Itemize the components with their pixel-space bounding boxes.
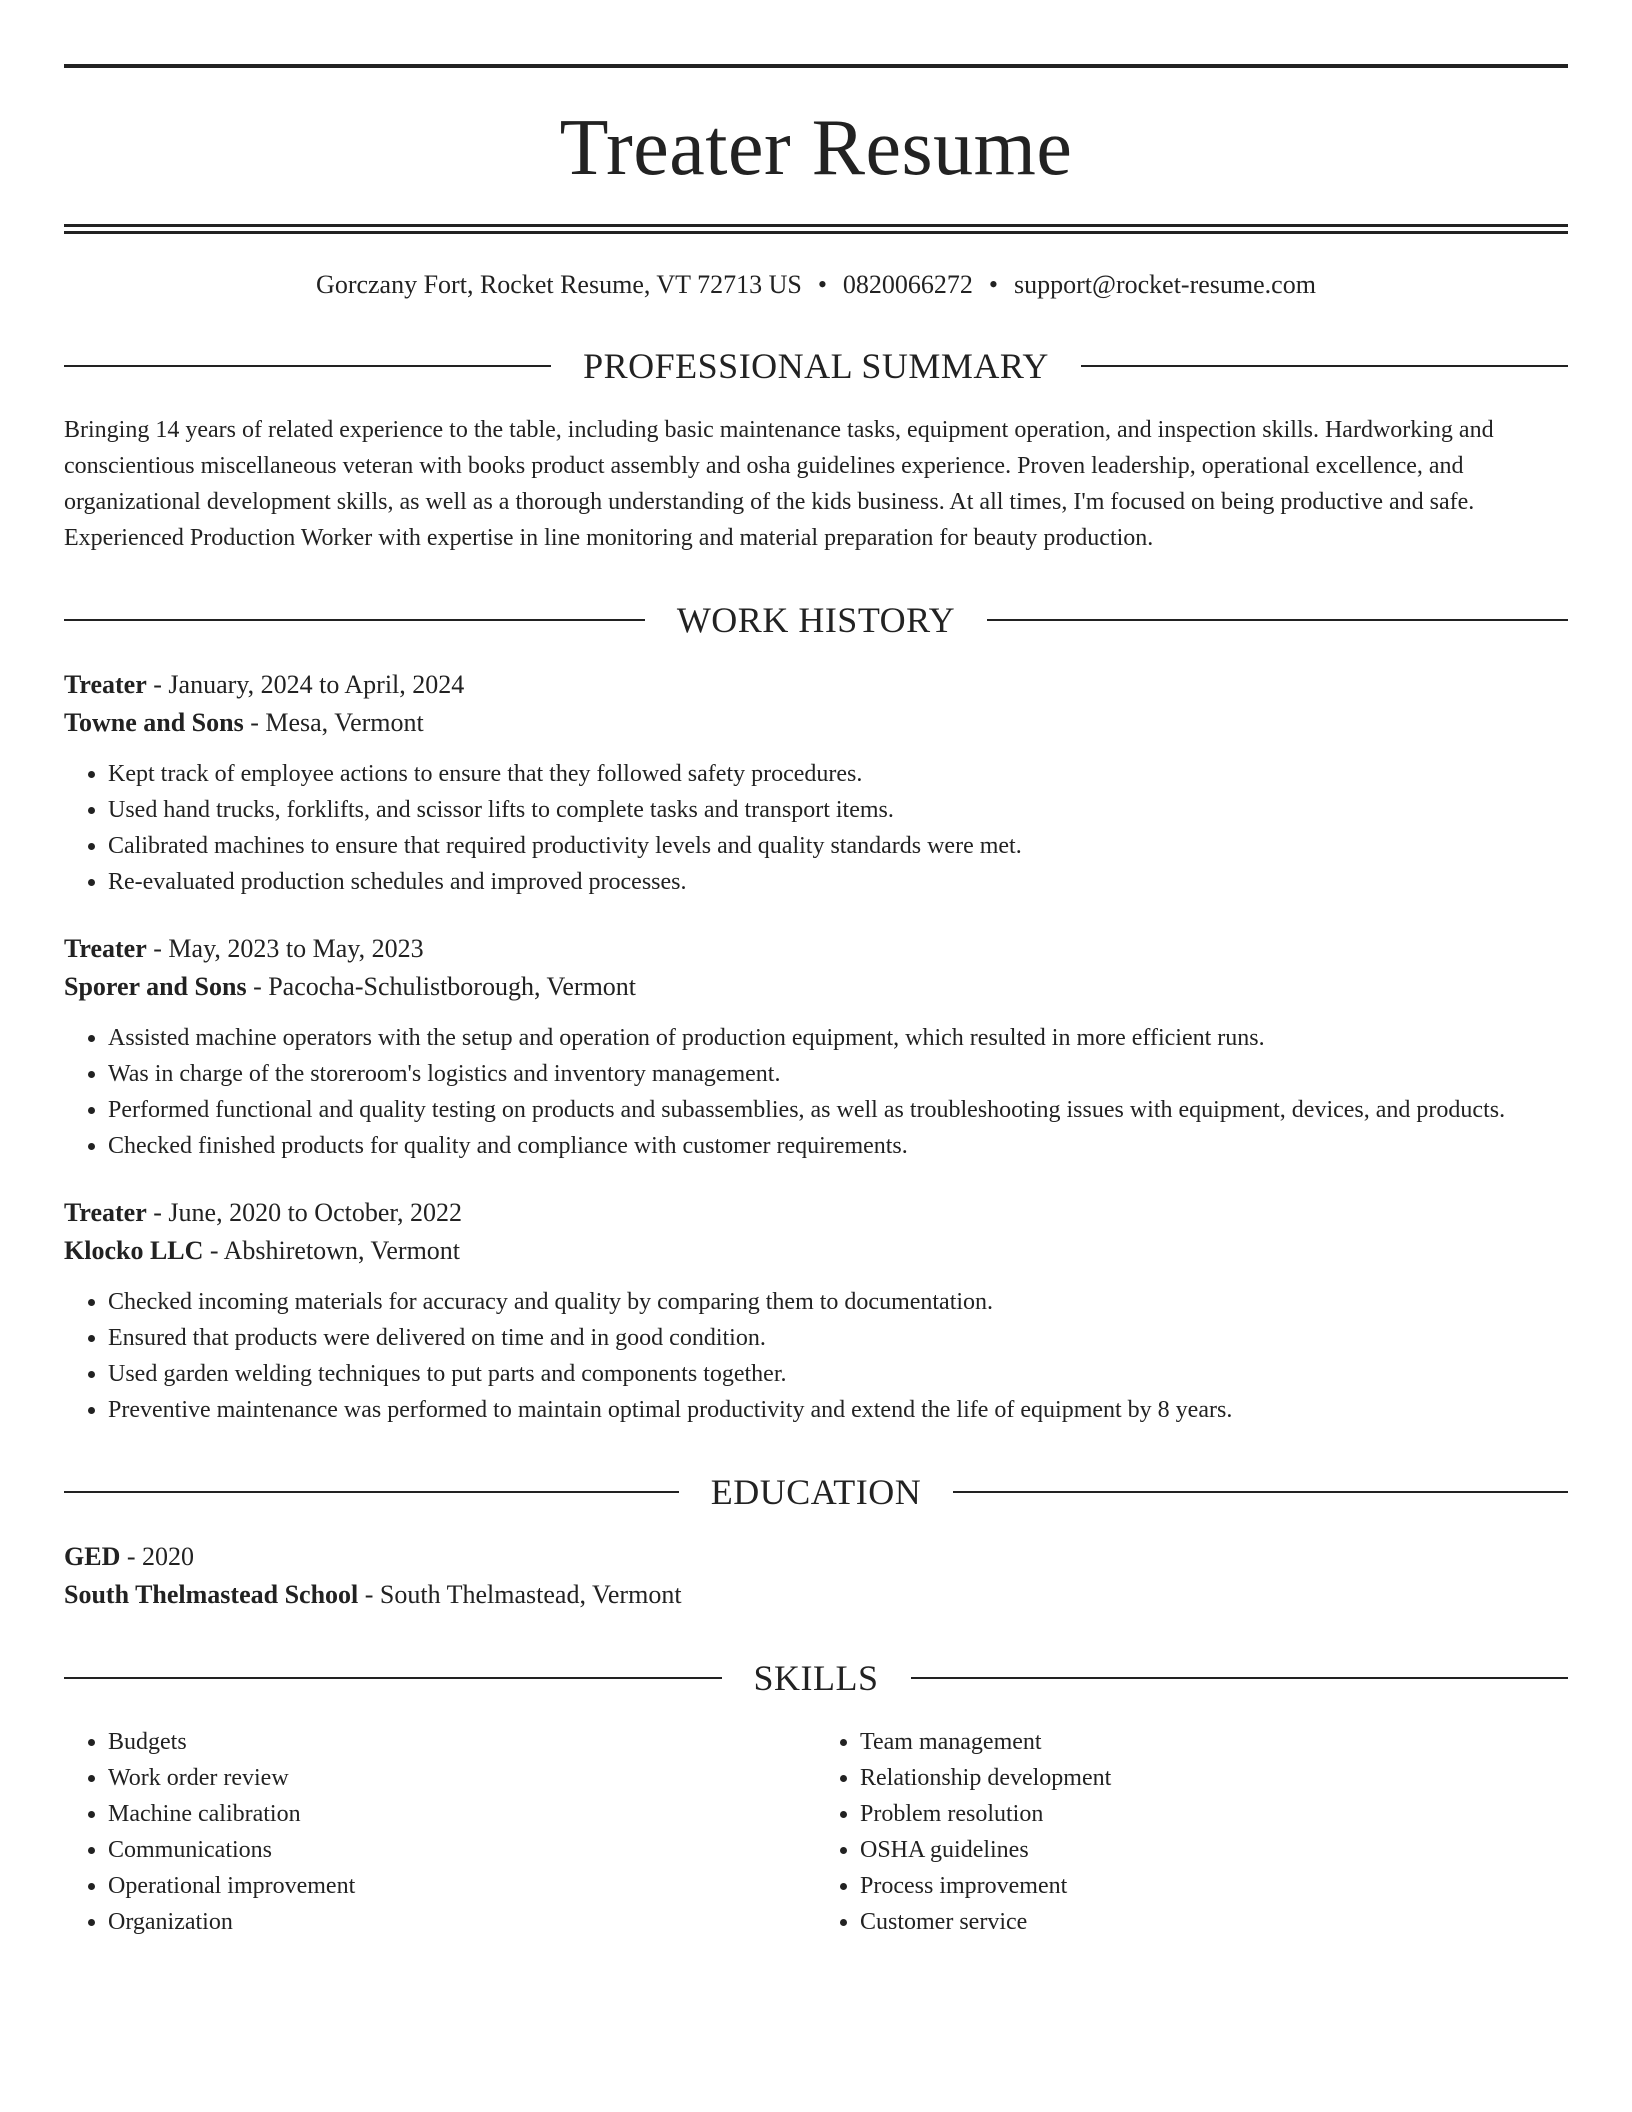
section-rule-left — [64, 1491, 679, 1493]
job-duty: • Preventive maintenance was performed to maintain optimal productivity and extend the life of equipment by 8 years. — [108, 1392, 1568, 1428]
job-duties — [64, 756, 1568, 900]
job-company-line — [64, 1232, 1568, 1270]
section-title: WORK HISTORY — [676, 600, 956, 640]
skill-item: • OSHA guidelines — [860, 1832, 1568, 1868]
skill-item: • Problem resolution — [860, 1796, 1568, 1832]
resume-title: Treater Resume — [559, 104, 1073, 192]
job-company-line — [64, 704, 1568, 742]
education-degree: GED — [64, 1542, 121, 1571]
summary-text: Bringing 14 years of related experience to the table, including basic maintenance tasks, equipment operation, and inspection skills. Hardworking and conscientious miscellaneous veteran with books product assembly and osha guidelines experience. Proven leadership, operational excellence, and organizational development skills, as well as a thorough understanding of the kids business. At all times, I'm focused on being productive and safe. Experienced Production Worker with expertise in line monitoring and material preparation for beauty production. — [64, 417, 1494, 551]
skill-item: • Budgets — [108, 1724, 816, 1760]
job-location: - Mesa, Vermont — [243, 708, 424, 737]
section-header-work-history — [64, 598, 1568, 642]
section-rule-left — [64, 365, 551, 367]
contact-email: support@rocket-resume.com — [1014, 270, 1316, 299]
contact-phone: 0820066272 — [842, 270, 973, 299]
education-year: - 2020 — [120, 1542, 195, 1571]
job-duty: • Kept track of employee actions to ensure that they followed safety procedures. — [108, 756, 1568, 792]
job-duty: • Used garden welding techniques to put parts and components together. — [108, 1356, 1568, 1392]
top-rule — [64, 64, 1568, 68]
contact-line — [64, 268, 1568, 302]
skills-column-left — [64, 1724, 816, 1940]
skill-item: • Organization — [108, 1904, 816, 1940]
section-rule-left — [64, 1677, 722, 1679]
job-duty: • Calibrated machines to ensure that required productivity levels and quality standards were met. — [108, 828, 1568, 864]
skill-item: • Customer service — [860, 1904, 1568, 1940]
contact-separator: • — [817, 270, 827, 299]
section-rule-right — [987, 619, 1568, 621]
job-company: Klocko LLC — [64, 1236, 204, 1265]
education-location: - South Thelmastead, Vermont — [358, 1580, 682, 1609]
skill-item: • Process improvement — [860, 1868, 1568, 1904]
section-title: EDUCATION — [710, 1472, 922, 1512]
section-rule-right — [953, 1491, 1568, 1493]
skill-item: • Machine calibration — [108, 1796, 816, 1832]
skills-list — [64, 1724, 1568, 1940]
job-title: Treater — [64, 670, 147, 699]
section-rule-right — [1081, 365, 1568, 367]
skill-item: • Operational improvement — [108, 1868, 816, 1904]
skill-item: • Communications — [108, 1832, 816, 1868]
section-header-skills — [64, 1656, 1568, 1700]
education-entry — [64, 1538, 1568, 1614]
job-dates: - June, 2020 to October, 2022 — [146, 1198, 463, 1227]
section-title: SKILLS — [753, 1658, 879, 1698]
job-duty: • Re-evaluated production schedules and improved processes. — [108, 864, 1568, 900]
section-rule-left — [64, 619, 645, 621]
job-entry — [64, 1194, 1568, 1428]
job-duty: • Used hand trucks, forklifts, and scissor lifts to complete tasks and transport items. — [108, 792, 1568, 828]
job-duty: • Ensured that products were delivered on time and in good condition. — [108, 1320, 1568, 1356]
job-company-line — [64, 968, 1568, 1006]
section-title: PROFESSIONAL SUMMARY — [583, 346, 1049, 386]
section-header-education — [64, 1470, 1568, 1514]
job-duty: • Assisted machine operators with the setup and operation of production equipment, which resulted in more efficient runs. — [108, 1020, 1568, 1056]
section-rule-right — [911, 1677, 1569, 1679]
skill-item: • Work order review — [108, 1760, 816, 1796]
contact-address: Gorczany Fort, Rocket Resume, VT 72713 US — [316, 270, 802, 299]
section-header-summary — [64, 344, 1568, 388]
skill-item: • Relationship development — [860, 1760, 1568, 1796]
job-title: Treater — [64, 1198, 147, 1227]
job-entry — [64, 930, 1568, 1164]
education-degree-line — [64, 1538, 1568, 1576]
title-double-rule — [64, 224, 1568, 234]
job-company: Sporer and Sons — [64, 972, 247, 1001]
job-location: - Pacocha-Schulistborough, Vermont — [246, 972, 637, 1001]
job-duties — [64, 1020, 1568, 1164]
job-title: Treater — [64, 934, 147, 963]
job-entry — [64, 666, 1568, 900]
job-duties — [64, 1284, 1568, 1428]
job-duty: • Checked incoming materials for accuracy and quality by comparing them to documentation. — [108, 1284, 1568, 1320]
job-duty: • Performed functional and quality testing on products and subassemblies, as well as troubleshooting issues with equipment, devices, and products. — [108, 1092, 1568, 1128]
job-duty: • Was in charge of the storeroom's logistics and inventory management. — [108, 1056, 1568, 1092]
job-title-line — [64, 930, 1568, 968]
education-school-line — [64, 1576, 1568, 1614]
job-company: Towne and Sons — [64, 708, 244, 737]
skill-item: • Team management — [860, 1724, 1568, 1760]
job-dates: - January, 2024 to April, 2024 — [146, 670, 465, 699]
education-school: South Thelmastead School — [64, 1580, 359, 1609]
job-duty: • Checked finished products for quality and compliance with customer requirements. — [108, 1128, 1568, 1164]
skills-column-right — [816, 1724, 1568, 1940]
contact-separator: • — [988, 270, 999, 299]
job-title-line — [64, 1194, 1568, 1232]
job-location: - Abshiretown, Vermont — [203, 1236, 461, 1265]
job-dates: - May, 2023 to May, 2023 — [146, 934, 424, 963]
job-title-line — [64, 666, 1568, 704]
